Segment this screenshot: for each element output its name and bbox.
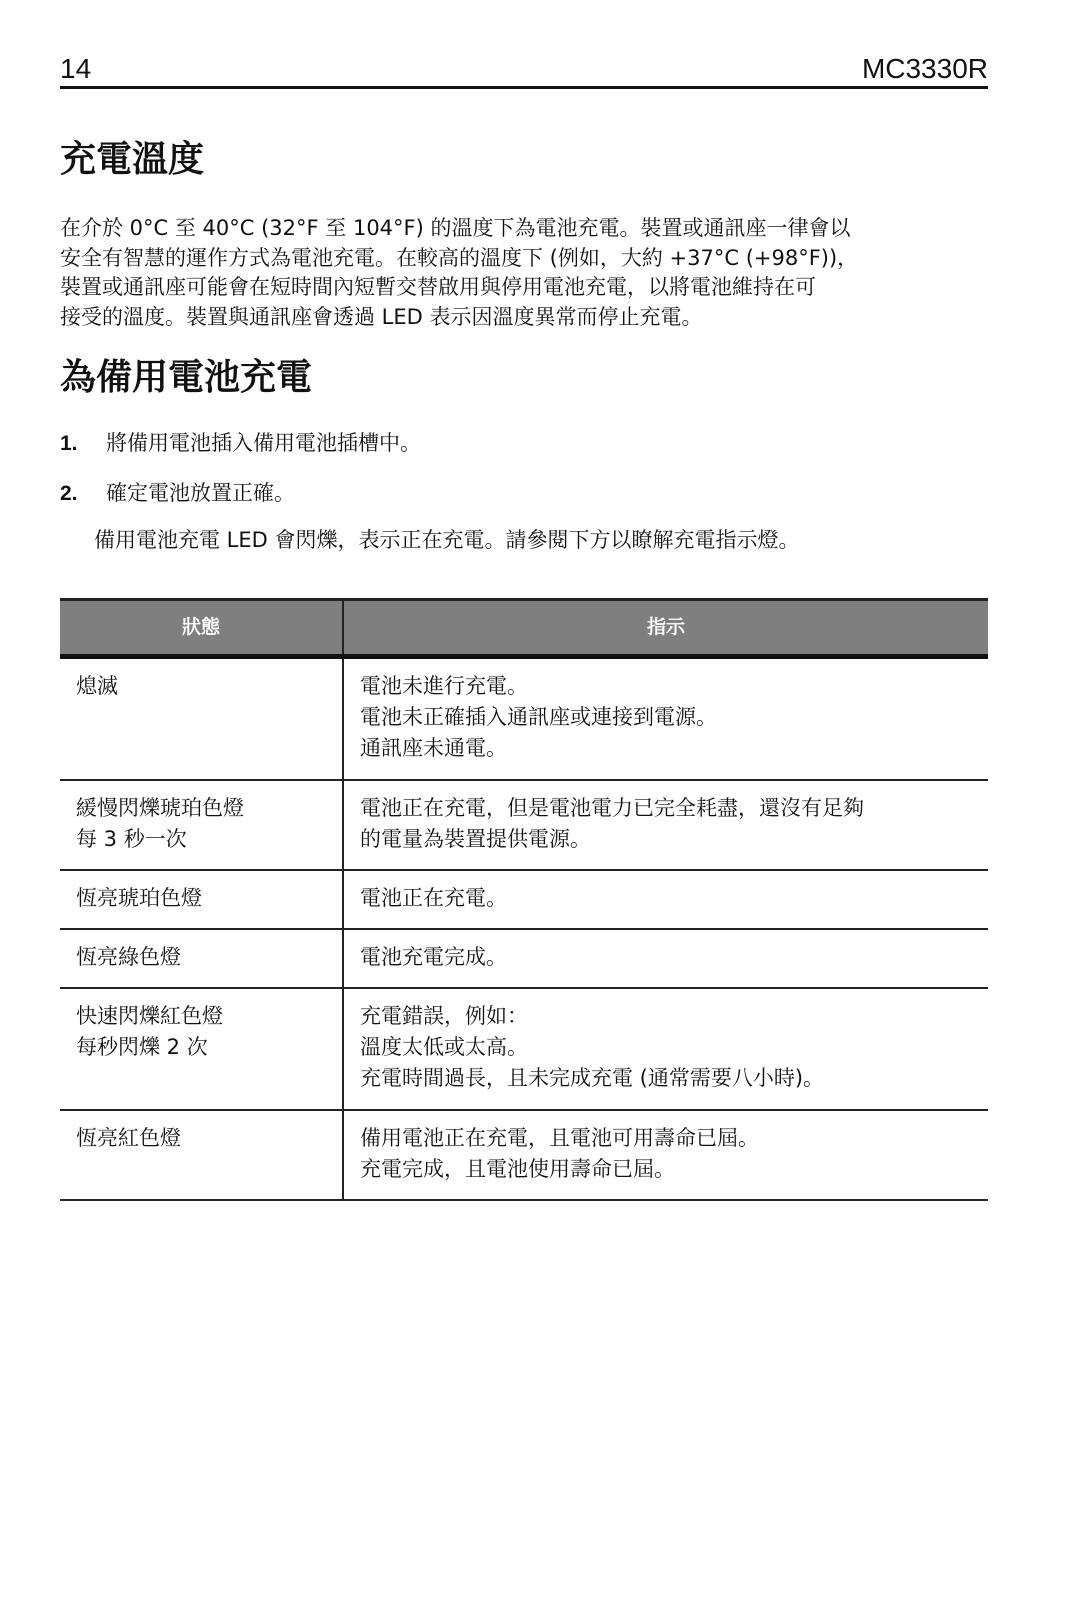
section-title-spare-battery-charging: 為備用電池充電 <box>60 357 313 398</box>
step-text: 將備用電池插入備用電池插槽中。 <box>106 431 421 455</box>
step-1 <box>60 428 421 459</box>
state-text: 恆亮紅色燈 <box>76 1126 181 1150</box>
paragraph-line: 接受的溫度。裝置與通訊座會透過 LED 表示因溫度異常而停止充電。 <box>60 304 703 329</box>
indication-cell <box>343 929 988 988</box>
indication-text: 電池正在充電，但是電池電力已完全耗盡，還沒有足夠 <box>360 796 864 820</box>
indication-cell <box>343 988 988 1110</box>
step-text: 確定電池放置正確。 <box>106 481 295 505</box>
paragraph-line: 裝置或通訊座可能會在短時間內短暫交替啟用與停用電池充電，以將電池維持在可 <box>60 275 816 299</box>
indication-text: 充電完成，且電池使用壽命已屆。 <box>360 1157 675 1181</box>
state-text: 恆亮綠色燈 <box>76 945 181 969</box>
indication-text: 電池正在充電。 <box>360 886 507 910</box>
section-title-charging-temperature: 充電溫度 <box>60 139 205 180</box>
state-cell <box>60 929 343 988</box>
state-text: 每 3 秒一次 <box>76 827 187 851</box>
table-row <box>60 870 988 929</box>
step-number: 1. <box>60 432 78 455</box>
state-text: 熄滅 <box>76 674 118 698</box>
indication-text: 充電時間過長，且未完成充電 (通常需要八小時)。 <box>360 1066 825 1090</box>
state-text: 緩慢閃爍琥珀色燈 <box>76 796 244 820</box>
indication-text: 通訊座未通電。 <box>360 736 507 760</box>
indication-text: 的電量為裝置提供電源。 <box>360 827 591 851</box>
model-name: MC3330R <box>861 53 988 84</box>
column-header-indication: 指示 <box>343 600 988 657</box>
indication-cell <box>343 780 988 870</box>
page-number: 14 <box>60 53 92 84</box>
indication-text: 電池未進行充電。 <box>360 674 528 698</box>
indication-text: 充電錯誤，例如： <box>360 1004 528 1028</box>
indication-text: 備用電池正在充電，且電池可用壽命已屆。 <box>360 1126 759 1150</box>
paragraph-line: 在介於 0°C 至 40°C (32°F 至 104°F) 的溫度下為電池充電。裝置或通訊座一律會以 <box>60 216 851 240</box>
indication-cell <box>343 657 988 781</box>
state-cell <box>60 657 343 781</box>
table-row <box>60 657 988 781</box>
step-number: 2. <box>60 482 78 505</box>
table-row <box>60 1110 988 1200</box>
charging-temperature-paragraph <box>60 214 988 332</box>
state-cell <box>60 780 343 870</box>
state-text: 每秒閃爍 2 次 <box>76 1035 208 1059</box>
led-indicator-table <box>60 598 988 1201</box>
state-text: 快速閃爍紅色燈 <box>76 1004 223 1028</box>
indication-cell <box>343 1110 988 1200</box>
table-header-row <box>60 600 988 657</box>
state-cell <box>60 1110 343 1200</box>
indication-text: 溫度太低或太高。 <box>360 1035 528 1059</box>
state-text: 恆亮琥珀色燈 <box>76 886 202 910</box>
step-2 <box>60 478 295 509</box>
indication-text: 電池充電完成。 <box>360 945 507 969</box>
column-header-state: 狀態 <box>60 600 343 657</box>
indication-cell <box>343 870 988 929</box>
led-note: 備用電池充電 LED 會閃爍，表示正在充電。請參閱下方以瞭解充電指示燈。 <box>94 528 800 552</box>
table-row <box>60 988 988 1110</box>
page-header <box>60 52 988 89</box>
table-row <box>60 929 988 988</box>
state-cell <box>60 988 343 1110</box>
table-row <box>60 780 988 870</box>
paragraph-line: 安全有智慧的運作方式為電池充電。在較高的溫度下 (例如，大約 +37°C (+98°F))， <box>60 245 859 270</box>
indication-text: 電池未正確插入通訊座或連接到電源。 <box>360 705 717 729</box>
state-cell <box>60 870 343 929</box>
